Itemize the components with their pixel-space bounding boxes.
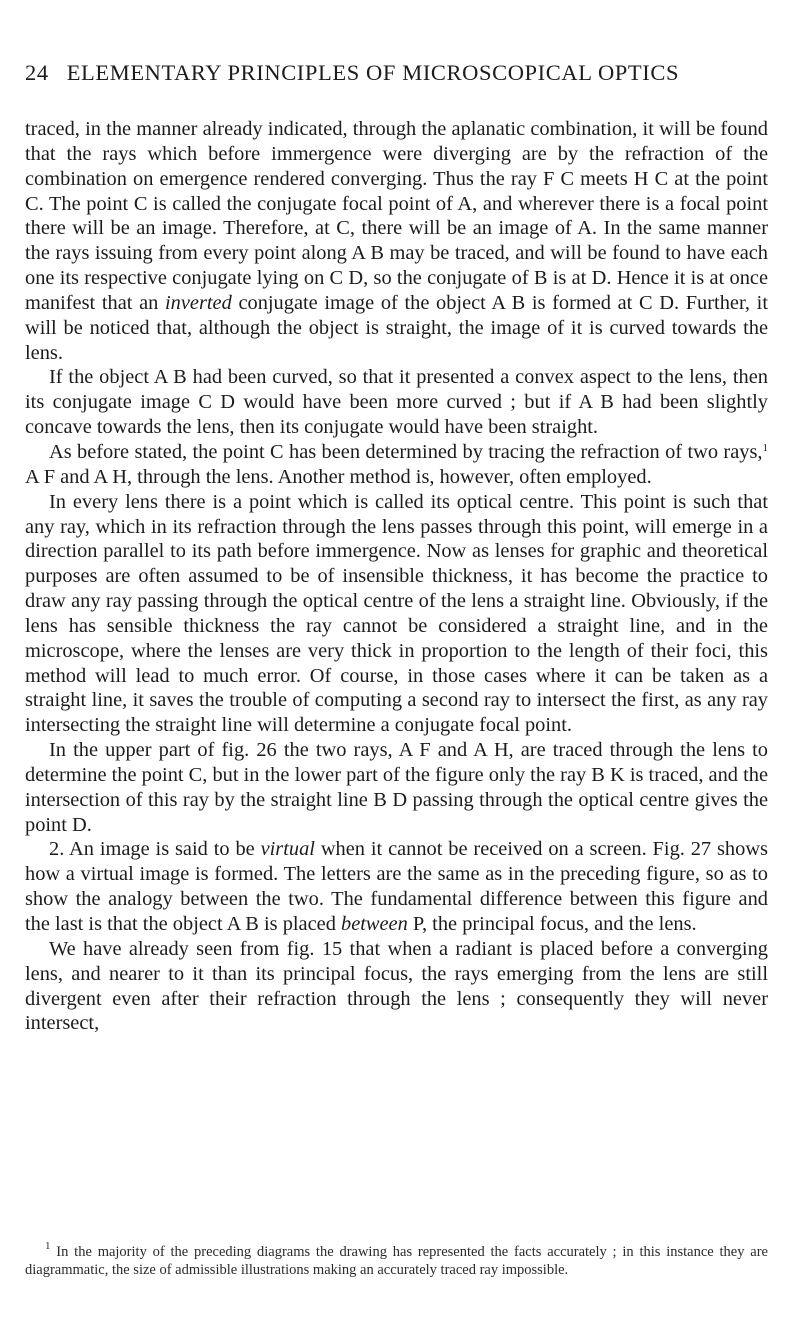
emphasis: between — [341, 913, 408, 935]
page-number: 24 — [25, 60, 49, 85]
footnote-text: In the majority of the preceding diagrams the drawing has represented the facts accurately ; in this instance they are diagrammatic, the size of admissible illustrations making an accurately traced ray impossible. — [25, 1244, 768, 1278]
emphasis: virtual — [260, 838, 315, 861]
footnote-reference: 1 — [762, 441, 768, 454]
paragraph: We have already seen from fig. 15 that when a radiant is placed before a converging lens, and nearer to it than its principal focus, the rays emerging from the lens are still divergent even after their refraction through the lens ; consequently they will never intersect, — [25, 937, 768, 1035]
paragraph: As before stated, the point C has been determined by tracing the refraction of two rays,$^1$ A F and A H, through the lens. Another method is, however, often employed. — [25, 440, 768, 488]
running-title: ELEMENTARY PRINCIPLES OF MICROSCOPICAL OPTICS — [66, 60, 680, 85]
running-head — [25, 60, 765, 86]
paragraph: traced, in the manner already indicated, through the aplanatic combination, it will be found that the rays which before immergence were diverging are by the refraction of the combination on emergence rendered converging. Thus the ray F C meets H C at the point C. The point C is called the conjugate focal point of A, and wherever there is a focal point there will be an image. Therefore, at C, there will be an image of A. In the same manner the rays issuing from every point along A B may be traced, and will be found to have each one its respective conjugate lying on C D, so the conjugate of B is at D. Hence it is at once manifest that an inverted conjugate image of the object A B is formed at C D. Further, it will be noticed that, although the object is straight, the image of it is curved towards the lens. — [25, 118, 768, 364]
paragraph: If the object A B had been curved, so that it presented a convex aspect to the lens, then its conjugate image C D would have been more curved ; but if A B had been slightly concave towards the lens, then its conjugate would have been straight. — [25, 366, 768, 439]
body-text — [25, 117, 768, 1036]
paragraph: In every lens there is a point which is called its optical centre. This point is such that any ray, which in its refraction through the lens passes through this point, will emerge in a direction parallel to its path before immergence. Now as lenses for graphic and theoretical purposes are often assumed to be of insensible thickness, it has become the practice to draw any ray passing through the optical centre of the lens a straight line. Obviously, if the lens has sensible thickness the ray cannot be considered a straight line, and in the microscope, where the lenses are very thick in proportion to the length of their foci, this method will lead to much error. Of course, in those cases where it can be taken as a straight line, it saves the trouble of computing a second ray to intersect the first, as any ray intersecting the straight line will determine a conjugate focal point. — [25, 490, 768, 737]
emphasis: inverted — [164, 291, 232, 314]
paragraph: 2. An image is said to be virtual when it cannot be received on a screen. Fig. 27 shows how a virtual image is formed. The letters are the same as in the preceding figure, so as to show the analogy between the two. The fundamental difference between this figure and the last is that the object A B is placed between P, the principal focus, and the lens. — [25, 838, 768, 935]
footnote-marker: 1 — [45, 1240, 51, 1252]
paragraph: In the upper part of fig. 26 the two rays, A F and A H, are traced through the lens to determine the point C, but in the lower part of the figure only the ray B K is traced, and the intersection of this ray by the straight line B D passing through the optical centre gives the point D. — [25, 739, 768, 836]
footnote — [25, 1240, 768, 1279]
